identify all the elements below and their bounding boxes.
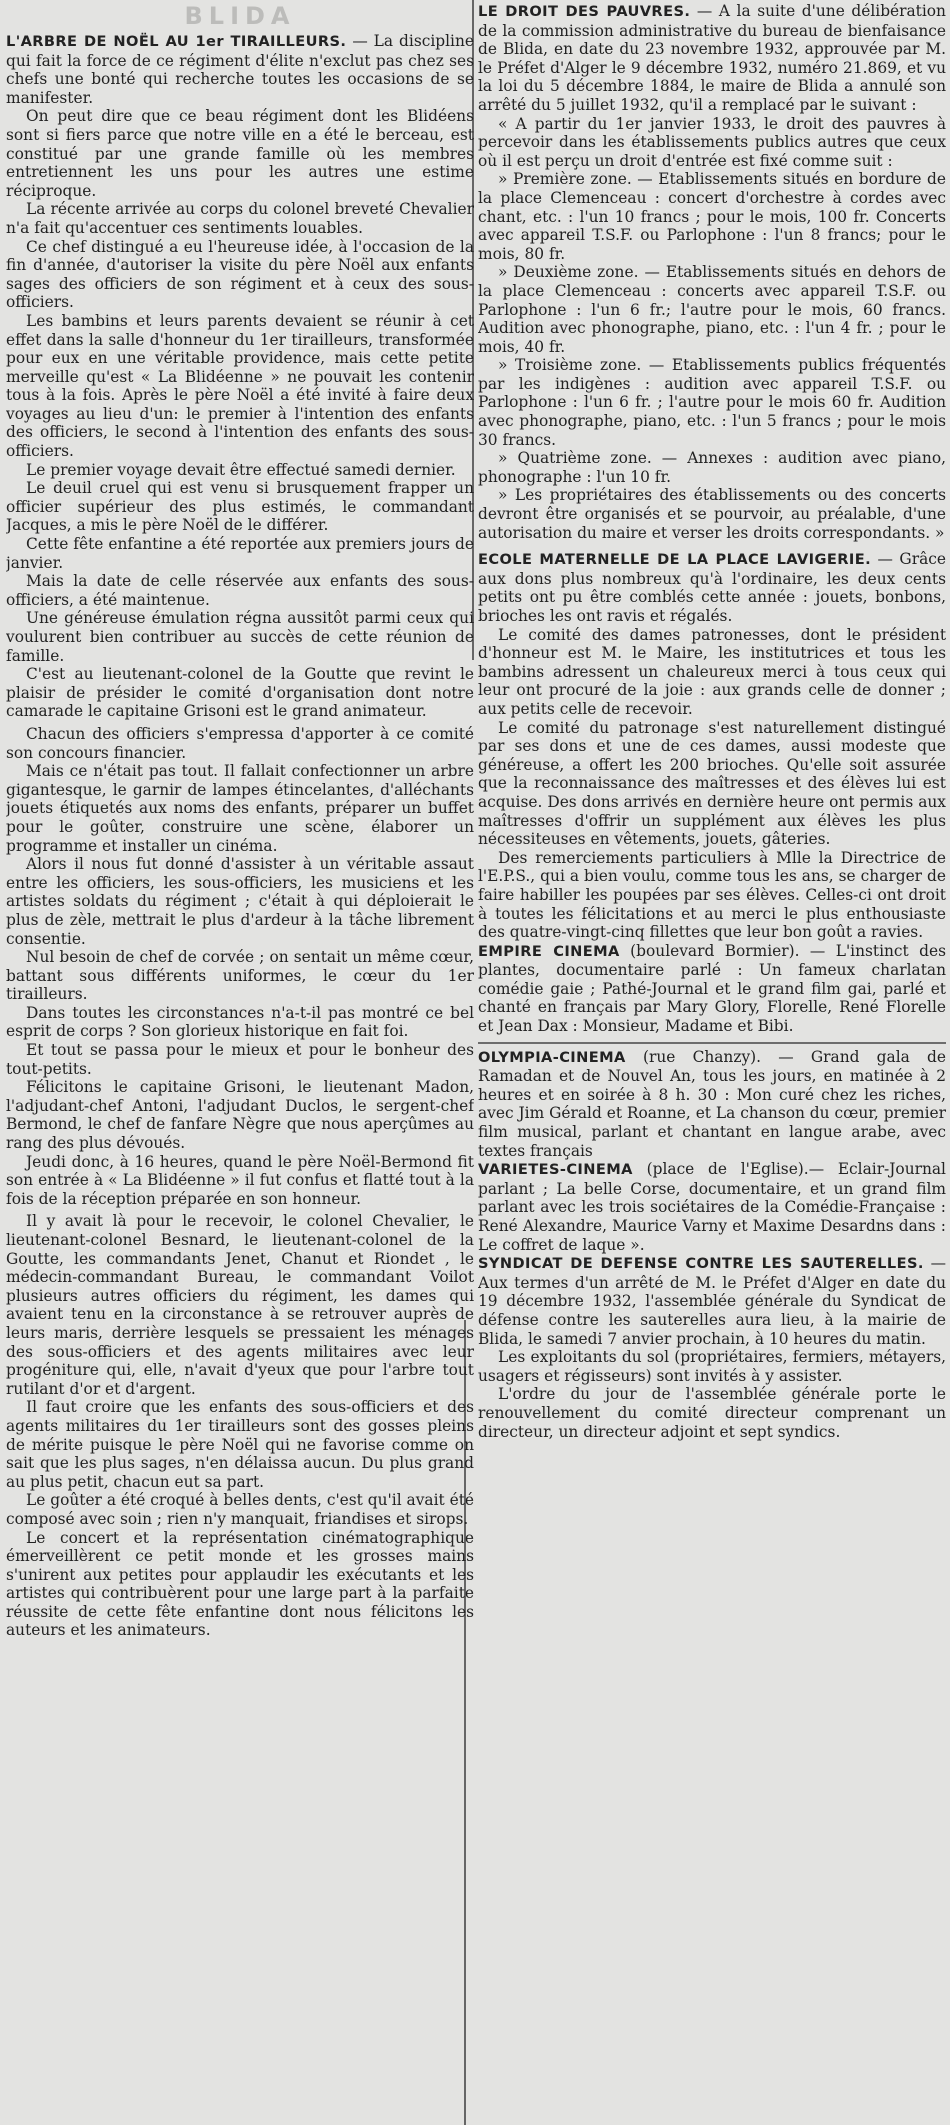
- paragraph: Ce chef distingué a eu l'heureuse idée, à l'occasion de la fin d'année, d'autoriser la visite du père Noël aux enfants sages des officiers de son régiment et à ceux des sous-officiers.: [6, 237, 474, 312]
- article-varietes-cinema: [478, 1160, 946, 1254]
- right-column: [478, 2, 946, 2119]
- article-empire-cinema: [478, 942, 946, 1036]
- article-droit-des-pauvres: [478, 2, 946, 115]
- paragraph: On peut dire que ce beau régiment dont les Blidéens sont si fiers parce que notre ville en a été le berceau, est constitué par une grande famille où les membres entretiennent les uns pour les autres une estime réciproque.: [6, 107, 474, 200]
- paragraph: Mais ce n'était pas tout. Il fallait confectionner un arbre gigantesque, le garnir de lampes étincelantes, d'alléchants jouets étiquetés aux noms des enfants, préparer un buffet pour le goûter, construire une scène, élaborer un programme et installer un cinéma.: [6, 762, 474, 855]
- article-title: LE DROIT DES PAUVRES.: [478, 3, 691, 20]
- paragraph: C'est au lieutenant-colonel de la Goutte que revint le plaisir de présider le comité d'organisation dont notre camarade le capitaine Grisoni est le grand animateur.: [6, 665, 474, 721]
- paragraph: Chacun des officiers s'empressa d'apporter à ce comité son concours financier.: [6, 724, 474, 762]
- clipping-divider: [478, 1042, 946, 1044]
- paragraph: Nul besoin de chef de corvée ; on sentait un même cœur, battant sous différents uniformes, le cœur du 1er tirailleurs.: [6, 948, 474, 1004]
- paragraph: « A partir du 1er janvier 1933, le droit des pauvres à percevoir dans les établissements publics autres que ceux où il est perçu un droit d'entrée est fixé comme suit :: [478, 114, 946, 170]
- paragraph: Mais la date de celle réservée aux enfants des sous-officiers, a été maintenue.: [6, 572, 474, 609]
- paragraph: Jeudi donc, à 16 heures, quand le père Noël-Bermond fit son entrée à « La Blidéenne » il fut confus et flatté tout à la fois de la réception préparée en son honneur.: [6, 1152, 474, 1208]
- paragraph: Dans toutes les circonstances n'a-t-il pas montré ce bel esprit de corps ? Son glorieux historique en fait foi.: [6, 1003, 474, 1041]
- paragraph: La récente arrivée au corps du colonel breveté Chevalier n'a fait qu'accentuer ces sentiments louables.: [6, 200, 474, 237]
- article-title: SYNDICAT DE DEFENSE CONTRE LES SAUTERELLES.: [478, 1255, 924, 1273]
- article-arbre-de-noel: [6, 32, 474, 107]
- paragraph: Une généreuse émulation régna aussitôt parmi ceux qui voulurent bien contribuer au succès de cette réunion de famille.: [6, 609, 474, 665]
- paragraph: Les bambins et leurs parents devaient se réunir à cet effet dans la salle d'honneur du 1er tirailleurs, transformée pour eux en une véritable providence, mais cette petite merveille qu'est « La Blidéenne » ne pouvait les contenir tous à la fois. Après le père Noël a été invité à faire deux voyages au lieu d'un: le premier à l'intention des enfants des officiers, le second à l'intention des enfants des sous-officiers.: [6, 311, 474, 461]
- article-ecole-maternelle: [478, 550, 946, 625]
- paragraph: Le goûter a été croqué à belles dents, c'est qu'il avait été composé avec soin ; rien n'y manquait, friandises et sirops.: [6, 1491, 474, 1528]
- paragraph: » Quatrième zone. — Annexes : audition avec piano, phonographe : l'un 10 fr.: [478, 449, 946, 486]
- paragraph: Le concert et la représentation cinématographique émerveillèrent ce petit monde et les grosses mains s'unirent aux petites pour applaudir les exécutants et les artistes qui contribuèrent pour une large part à la parfaite réussite de cette fête enfantine dont nous félicitons les auteurs et les animateurs.: [6, 1528, 474, 1640]
- paragraph: L'ordre du jour de l'assemblée générale porte le renouvellement du comité directeur comprenant un directeur, un directeur adjoint et sept syndics.: [478, 1385, 946, 1441]
- left-column: [6, 2, 474, 2119]
- paragraph: » Deuxième zone. — Etablissements situés en dehors de la place Clemenceau : concerts avec appareil T.S.F. ou Parlophone : l'un 6 fr.; l'autre pour le mois, 60 francs. Audition avec phonographe, piano, etc. : l'un 4 fr. ; pour le mois, 40 fr.: [478, 263, 946, 356]
- article-lead: (place de l'Eglise).— Eclair-Journal parlant ; La belle Corse, documentaire, et un grand film parlant avec les trois sociétaires de la Comédie-Française : René Alexandre, Maurice Varny et Maxime Desardns dans : Le coffret de laque ».: [478, 1160, 946, 1254]
- article-lead: — Aux termes d'un arrêté de M. le Préfet d'Alger en date du 19 décembre 1932, l'assemblée générale du Syndicat de défense contre les sauterelles aura lieu, à la mairie de Blida, le samedi 7 anvier prochain, à 10 heures du matin.: [478, 1254, 946, 1348]
- paragraph: Le deuil cruel qui est venu si brusquement frapper un officier supérieur des plus estimés, le commandant Jacques, a mis le père Noël de le différer.: [6, 479, 474, 535]
- paragraph: Des remerciements particuliers à Mlle la Directrice de l'E.P.S., qui a bien voulu, comme tous les ans, se charger de faire habiller les poupées par ses élèves. Celles-ci ont droit à toutes les félicitations et au merci le plus enthousiaste des quatre-vingt-cinq fillettes que leur bon goût a ravies.: [478, 848, 946, 942]
- paragraph: Les exploitants du sol (propriétaires, fermiers, métayers, usagers et régisseurs) sont invités à y assister.: [478, 1348, 946, 1385]
- article-olympia-cinema: [478, 1048, 946, 1161]
- paragraph: Le premier voyage devait être effectué samedi dernier.: [26, 460, 456, 479]
- article-lead: (rue Chanzy). — Grand gala de Ramadan et de Nouvel An, tous les jours, en matinée à 2 heures et en soirée à 8 h. 30 : Mon curé chez les riches, avec Jim Gérald et Roanne, et La chanson du cœur, premier film musical, parlant et chantant en langue arabe, avec textes français: [478, 1047, 946, 1160]
- paragraph: Alors il nous fut donné d'assister à un véritable assaut entre les officiers, les sous-officiers, les musiciens et les artistes soldats du régiment ; c'était à qui déploierait le plus de zèle, mettrait le plus d'ardeur à la tâche librement consentie.: [6, 855, 474, 948]
- article-lead: (boulevard Bormier). — L'instinct des plantes, documentaire parlé : Un fameux charlatan comédie gaie ; Pathé-Journal et le grand film gai, parlé et chanté en français par Mary Glory, Florelle, René Florelle et Jean Dax : Monsieur, Madame et Bibi.: [478, 941, 946, 1036]
- paragraph: » Les propriétaires des établissements ou des concerts devront être organisés et se pourvoir, au préalable, d'une autorisation du maire et verser les droits correspondants. »: [478, 486, 946, 542]
- paragraph: Il faut croire que les enfants des sous-officiers et des agents militaires du 1er tirailleurs sont des gosses pleins de mérite puisque le père Noël qui ne favorise comme on sait que les plus sages, n'en délaissa aucun. Du plus grand au plus petit, chacun eut sa part.: [6, 1398, 474, 1491]
- article-title: VARIETES-CINEMA: [478, 1161, 633, 1179]
- paragraph: Le comité du patronage s'est naturellement distingué par ses dons et une de ces dames, aussi modeste que généreuse, a offert les 200 brioches. Qu'elle soit assurée que la reconnaissance des maîtresses et des élèves lui est acquise. Des dons arrivés en dernière heure ont permis aux maîtresses d'offrir un supplément aux élèves les plus nécessiteuses en vêtements, jouets, gâteries.: [478, 718, 946, 849]
- paragraph: Félicitons le capitaine Grisoni, le lieutenant Madon, l'adjudant-chef Antoni, l'adjudant Duclos, le sergent-chef Bermond, le chef de fanfare Nègre que nous aperçûmes au rang des plus dévoués.: [6, 1078, 474, 1153]
- paragraph: Le comité des dames patronesses, dont le président d'honneur est M. le Maire, les institutrices et tous les bambins adressent un chaleureux merci à tous ceux qui leur ont procuré de la joie : aux grands celle de donner ; aux petits celle de recevoir.: [478, 625, 946, 718]
- article-title: EMPIRE CINEMA: [478, 942, 620, 960]
- section-masthead: BLIDA: [184, 2, 296, 30]
- article-lead: — A la suite d'une délibération de la commission administrative du bureau de bienfaisance de Blida, en date du 23 novembre 1932, approuvée par M. le Préfet d'Alger le 9 décembre 1932, numéro 21.869, et vu la loi du 5 décembre 1884, le maire de Blida a annulé son arrêté du 5 juillet 1932, qu'il a remplacé par le suivant :: [478, 2, 946, 114]
- article-lead: — Grâce aux dons plus nombreux qu'à l'ordinaire, les deux cents petits ont pu être comblés cette année : jouets, bonbons, brioches les ont ravis et régalés.: [478, 550, 946, 625]
- article-syndicat-sauterelles: [478, 1254, 946, 1348]
- article-lead: — La discipline qui fait la force de ce régiment d'élite n'exclut pas chez ses chefs une bonté qui recherche toutes les occasions de se manifester.: [6, 32, 474, 107]
- article-title: OLYMPIA-CINEMA: [478, 1048, 626, 1066]
- article-title: ECOLE MATERNELLE DE LA PLACE LAVIGERIE.: [478, 551, 872, 569]
- paragraph: » Première zone. — Etablissements situés en bordure de la place Clemenceau : concert d'orchestre à cordes avec chant, etc. : l'un 10 francs ; pour le mois, 100 fr. Concerts avec appareil T.S.F. ou Parlophone : l'un 8 francs; pour le mois, 80 fr.: [478, 170, 946, 263]
- paragraph: Il y avait là pour le recevoir, le colonel Chevalier, le lieutenant-colonel Besnard, le lieutenant-colonel de la Goutte, les commandants Jenet, Chanut et Riondet , le médecin-commandant Bureau, le commandant Voilot plusieurs autres officiers du régiment, les dames qui avaient tenu en la circonstance à se retrouver auprès de leurs maris, derrière lesquels se pressaient les ménages des sous-officiers et des agents militaires avec leur progéniture qui, elle, n'avait d'yeux que pour l'arbre tout rutilant d'or et d'argent.: [6, 1212, 474, 1398]
- article-title: L'ARBRE DE NOËL AU 1er TIRAILLEURS.: [6, 33, 347, 50]
- paragraph: » Troisième zone. — Etablissements publics fréquentés par les indigènes : audition avec appareil T.S.F. ou Parlophone : l'un 6 fr. ; l'autre pour le mois 60 fr. Audition avec phonographe, piano, etc. : l'un 5 francs ; pour le mois 30 francs.: [478, 356, 946, 449]
- paragraph: Et tout se passa pour le mieux et pour le bonheur des tout-petits.: [6, 1041, 474, 1078]
- paragraph: Cette fête enfantine a été reportée aux premiers jours de janvier.: [6, 535, 474, 572]
